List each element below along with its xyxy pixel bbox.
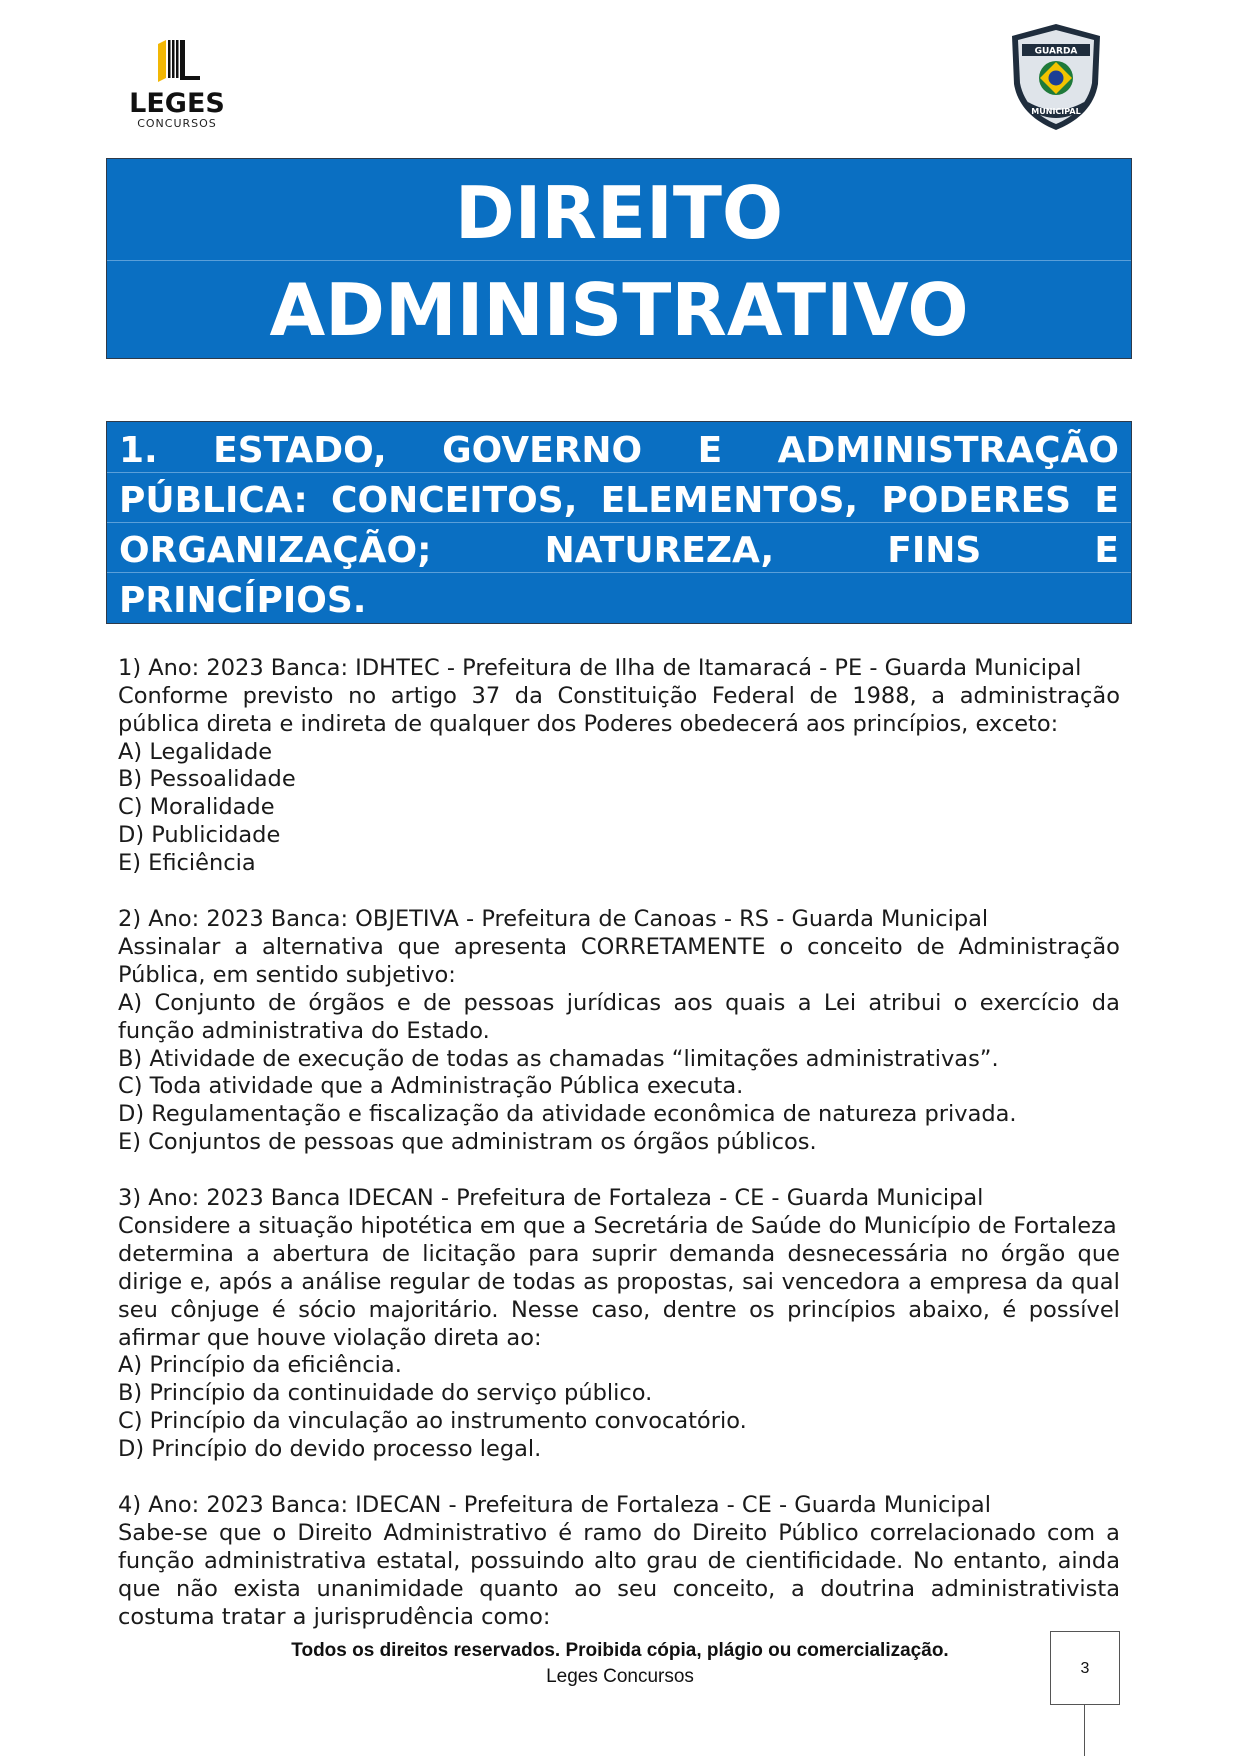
word: que <box>397 934 441 960</box>
word: seu <box>118 1297 158 1323</box>
word: é <box>558 1520 573 1546</box>
word: entanto, <box>953 1548 1048 1574</box>
word: demanda <box>668 1241 776 1267</box>
section-word: FINS <box>887 530 982 571</box>
section-word: NATUREZA, <box>544 530 775 571</box>
page-number: 3 <box>1050 1631 1120 1705</box>
section-word: E <box>1094 530 1119 571</box>
word: no <box>960 1241 989 1267</box>
question-2-option-e: E) Conjuntos de pessoas que administram os órgãos públicos. <box>118 1129 817 1155</box>
question-1-stem: pública direta e indireta de qualquer dos Poderes obedecerá aos princípios, exceto: <box>118 711 1059 737</box>
word: o <box>953 990 968 1016</box>
section-divider <box>107 522 1131 523</box>
question-1-option-e: E) Eficiência <box>118 850 256 876</box>
word: de <box>267 990 297 1016</box>
word: Federal <box>711 683 795 709</box>
question-3-stem: afirmar que houve violação direta ao: <box>118 1325 542 1351</box>
word: a <box>931 683 946 709</box>
word: grau <box>646 1548 698 1574</box>
word: administração <box>959 683 1120 709</box>
word: os <box>749 1297 775 1323</box>
word: Conjunto <box>154 990 256 1016</box>
word: não <box>176 1576 218 1602</box>
question-3-stem <box>118 1299 1120 1322</box>
word: Direito <box>297 1520 373 1546</box>
section-word: PRINCÍPIOS. <box>119 580 367 621</box>
leges-logo <box>122 38 232 130</box>
word: No <box>912 1548 944 1574</box>
section-divider <box>107 572 1131 573</box>
word: conceito, <box>672 1576 776 1602</box>
word: para <box>528 1241 580 1267</box>
question-4-stem <box>118 1522 1120 1545</box>
word: dirige <box>118 1269 183 1295</box>
word: unanimidade <box>316 1576 464 1602</box>
question-2-option-d: D) Regulamentação e fiscalização da atividade econômica de natureza privada. <box>118 1101 1017 1127</box>
word: princípios <box>787 1297 896 1323</box>
word: de <box>707 1548 736 1574</box>
question-3-option-a: A) Princípio da eficiência. <box>118 1352 402 1378</box>
footer-copyright-note: Todos os direitos reservados. Proibida cópia, plágio ou comercialização. <box>291 1640 949 1661</box>
question-1-option-d: D) Publicidade <box>118 822 281 848</box>
question-3-stem <box>118 1271 1120 1294</box>
word: o <box>779 934 794 960</box>
word: artigo <box>390 683 457 709</box>
word: órgãos <box>308 990 385 1016</box>
question-2-header: 2) Ano: 2023 Banca: OBJETIVA - Prefeitura de Canoas - RS - Guarda Municipal <box>118 906 989 932</box>
title-line-2: ADMINISTRATIVO <box>269 268 969 352</box>
question-2-option-b: B) Atividade de execução de todas as chamadas “limitações administrativas”. <box>118 1046 999 1072</box>
word: Administração <box>958 934 1120 960</box>
word: ramo <box>583 1520 642 1546</box>
word: pessoas <box>463 990 555 1016</box>
word: que <box>218 1520 262 1546</box>
word: da <box>1091 990 1120 1016</box>
question-2-option-a <box>118 992 1120 1015</box>
section-heading-line-1 <box>119 430 1119 471</box>
leges-logo-mark-icon <box>152 38 202 86</box>
word: que <box>118 1576 161 1602</box>
section-heading-banner <box>106 421 1132 624</box>
word: que <box>1077 1241 1120 1267</box>
word: a <box>797 990 812 1016</box>
word: a <box>1106 1520 1120 1546</box>
word: 37 <box>471 683 501 709</box>
section-divider <box>107 472 1131 473</box>
section-word: PÚBLICA: <box>119 480 308 521</box>
section-word: ADMINISTRAÇÃO <box>777 430 1119 471</box>
word: a <box>790 1576 805 1602</box>
word: possível <box>1028 1297 1120 1323</box>
title-divider <box>107 260 1131 261</box>
word: previsto <box>242 683 334 709</box>
word: Lei <box>823 990 857 1016</box>
section-word: ORGANIZAÇÃO; <box>119 530 432 571</box>
word: a <box>246 1241 260 1267</box>
question-2-option-a: função administrativa do Estado. <box>118 1018 490 1044</box>
word: e <box>396 990 411 1016</box>
question-1-header: 1) Ano: 2023 Banca: IDHTEC - Prefeitura de Ilha de Itamaracá - PE - Guarda Municipal <box>118 655 1082 681</box>
word: Público <box>778 1520 859 1546</box>
word: de <box>916 934 945 960</box>
word: apresenta <box>453 934 568 960</box>
svg-text:MUNICIPAL: MUNICIPAL <box>1031 107 1081 116</box>
word: seu <box>617 1576 658 1602</box>
question-3-option-c: C) Princípio da vinculação ao instrumento convocatório. <box>118 1408 747 1434</box>
word: no <box>348 683 377 709</box>
word: cônjuge <box>170 1297 260 1323</box>
word: correlacionado <box>869 1520 1036 1546</box>
question-1-option-a: A) Legalidade <box>118 739 273 765</box>
word: Direito <box>692 1520 768 1546</box>
section-word: E <box>1094 480 1119 521</box>
word: a <box>279 1269 294 1295</box>
word: Conforme <box>118 683 229 709</box>
word: regular <box>389 1269 470 1295</box>
word: desnecessária <box>787 1241 949 1267</box>
guarda-municipal-badge-icon <box>1008 22 1104 132</box>
word: propostas, <box>616 1269 735 1295</box>
word: quais <box>725 990 786 1016</box>
question-3-option-d: D) Princípio do devido processo legal. <box>118 1436 542 1462</box>
leges-logo-sub: CONCURSOS <box>137 117 217 130</box>
word: administrativa <box>204 1548 367 1574</box>
section-word: CONCEITOS, <box>331 480 578 521</box>
svg-text:GUARDA: GUARDA <box>1034 46 1078 57</box>
word: quanto <box>479 1576 559 1602</box>
word: Nesse <box>510 1297 579 1323</box>
word: exista <box>233 1576 301 1602</box>
question-3-stem: Considere a situação hipotética em que a Secretária de Saúde do Município de Fortaleza <box>118 1213 1117 1239</box>
word: ao <box>574 1576 602 1602</box>
question-3-header: 3) Ano: 2023 Banca IDECAN - Prefeitura de Fortaleza - CE - Guarda Municipal <box>118 1185 984 1211</box>
word: órgão <box>1000 1241 1066 1267</box>
question-1-option-b: B) Pessoalidade <box>118 766 296 792</box>
word: Sabe-se <box>118 1520 208 1546</box>
section-word: ELEMENTOS, <box>600 480 859 521</box>
word: Constituição <box>557 683 698 709</box>
word: sai <box>742 1269 774 1295</box>
word: Assinalar <box>118 934 221 960</box>
section-word: ESTADO, <box>213 430 387 471</box>
word: licitação <box>422 1241 516 1267</box>
word: da <box>514 683 543 709</box>
question-1-stem <box>118 685 1120 708</box>
section-word: PODERES <box>881 480 1072 521</box>
word: a <box>908 1269 922 1295</box>
word: atribui <box>868 990 942 1016</box>
word: aos <box>673 990 713 1016</box>
question-1-option-c: C) Moralidade <box>118 794 275 820</box>
word: sócio <box>298 1297 357 1323</box>
word: doutrina <box>820 1576 916 1602</box>
word: caso, <box>591 1297 651 1323</box>
question-4-stem <box>118 1578 1120 1601</box>
word: ainda <box>1057 1548 1120 1574</box>
word: o <box>272 1520 287 1546</box>
question-3-stem <box>118 1243 1120 1266</box>
word: conceito <box>807 934 903 960</box>
section-word: 1. <box>119 430 158 471</box>
section-heading-line-2 <box>119 480 1119 521</box>
word: jurídicas <box>566 990 662 1016</box>
word: suprir <box>591 1241 657 1267</box>
word: estatal, <box>376 1548 461 1574</box>
word: administrativista <box>930 1576 1120 1602</box>
word: 1988, <box>852 683 917 709</box>
section-word: GOVERNO <box>442 430 643 471</box>
question-4-stem <box>118 1550 1120 1573</box>
word: e, <box>189 1269 211 1295</box>
word: função <box>118 1548 195 1574</box>
word: exercício <box>979 990 1080 1016</box>
word: A) <box>118 990 143 1016</box>
question-4-header: 4) Ano: 2023 Banca: IDECAN - Prefeitura de Fortaleza - CE - Guarda Municipal <box>118 1492 991 1518</box>
footer-brand: Leges Concursos <box>546 1666 694 1687</box>
question-2-option-c: C) Toda atividade que a Administração Pública executa. <box>118 1073 744 1099</box>
title-line-1: DIREITO <box>454 171 784 255</box>
word: determina <box>118 1241 234 1267</box>
word: análise <box>301 1269 382 1295</box>
word: do <box>653 1520 682 1546</box>
word: a <box>234 934 249 960</box>
page-number-rule <box>1084 1705 1085 1756</box>
question-2-stem <box>118 936 1120 959</box>
word: CORRETAMENTE <box>580 934 766 960</box>
word: de <box>381 1241 410 1267</box>
word: abaixo, <box>908 1297 990 1323</box>
question-2-stem: Pública, em sentido subjetivo: <box>118 962 456 988</box>
word: todas <box>513 1269 576 1295</box>
word: de <box>423 990 452 1016</box>
leges-logo-word: LEGES <box>129 88 225 119</box>
word: vencedora <box>781 1269 901 1295</box>
word: Administrativo <box>383 1520 548 1546</box>
word: cientificidade. <box>745 1548 904 1574</box>
word: abertura <box>272 1241 370 1267</box>
question-4-stem: costuma tratar a jurisprudência como: <box>118 1604 551 1630</box>
word: de <box>809 683 838 709</box>
word: da <box>1035 1269 1064 1295</box>
word: alto <box>594 1548 637 1574</box>
word: após <box>218 1269 273 1295</box>
question-3-option-b: B) Princípio da continuidade do serviço público. <box>118 1380 653 1406</box>
title-banner <box>106 158 1132 359</box>
word: dentre <box>662 1297 737 1323</box>
word: de <box>477 1269 506 1295</box>
word: alternativa <box>261 934 384 960</box>
section-heading-line-3 <box>119 530 1119 571</box>
word: é <box>1002 1297 1017 1323</box>
word: qual <box>1071 1269 1120 1295</box>
word: possuindo <box>470 1548 585 1574</box>
section-heading-line-4 <box>119 580 1119 621</box>
word: empresa <box>929 1269 1028 1295</box>
word: com <box>1046 1520 1096 1546</box>
word: é <box>271 1297 286 1323</box>
word: as <box>583 1269 609 1295</box>
section-word: E <box>697 430 723 471</box>
word: majoritário. <box>368 1297 499 1323</box>
